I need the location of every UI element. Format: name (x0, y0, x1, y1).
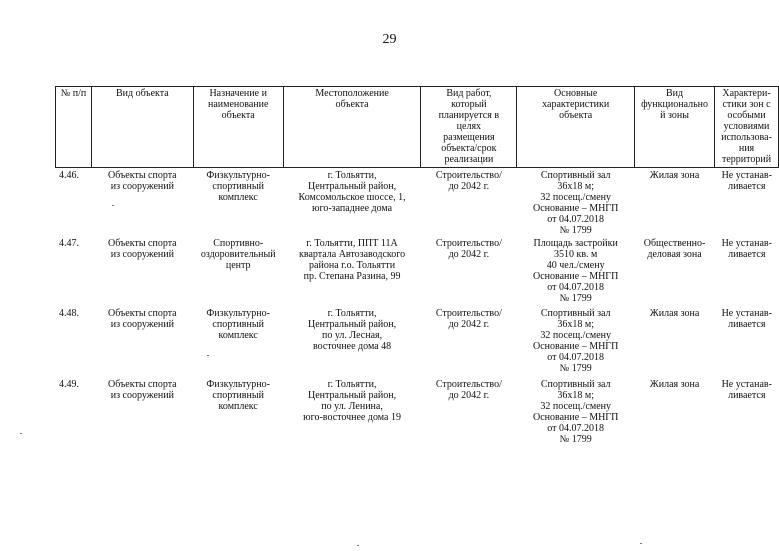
table-row (56, 306, 779, 377)
cell-text-line: Площадь застройки (533, 238, 618, 249)
cell-text-line: № 1799 (559, 293, 592, 304)
cell-text-line: г. Тольятти, (327, 308, 377, 319)
cell-text-line: из сооружений (110, 319, 174, 330)
cell-text-line: комплекс (218, 330, 258, 341)
cell-text-line: 40 чел./смену (546, 260, 605, 271)
cell-text-line: от 04.07.2018 (547, 214, 605, 225)
cell-zone (635, 236, 715, 306)
cell-works (421, 377, 517, 449)
cell-text-line: Жилая зона (649, 170, 700, 181)
cell-text-line: № 1799 (559, 363, 592, 374)
cell-text-line: спортивный (212, 181, 264, 192)
cell-text-line: Центральный район, (307, 390, 397, 401)
cell-text-line: Центральный район, (307, 319, 397, 330)
cell-text-line: наименование (207, 99, 269, 110)
cell-text-line: Основные (554, 88, 598, 99)
cell-text-line: по ул. Ленина, (321, 401, 383, 412)
cell-text-line: юго-восточнее дома 19 (303, 412, 401, 423)
cell-text-line: целях (456, 121, 482, 132)
cell-text-line: функционально (641, 99, 709, 110)
cell-works (421, 306, 517, 377)
cell-text-line: Жилая зона (649, 379, 700, 390)
cell-text-line: Жилая зона (649, 308, 700, 319)
cell-text-line: комплекс (218, 192, 258, 203)
cell-object-type (91, 236, 193, 306)
cell-text-line: квартала Автозаводского (299, 249, 406, 260)
cell-text-line: объекта (335, 99, 369, 110)
page-number: 29 (382, 32, 397, 47)
cell-characteristics (517, 306, 635, 377)
cell-text-line: деловая зона (647, 249, 702, 260)
cell-text-line: Физкультурно- (206, 170, 270, 181)
cell-text-line: Характери- (722, 88, 771, 99)
cell-text-line: до 2042 г. (448, 319, 490, 330)
cell-text-line: № 1799 (559, 225, 592, 236)
cell-text-line: ливается (728, 390, 766, 401)
cell-location (283, 377, 421, 449)
cell-works (421, 236, 517, 306)
cell-text-line: Строительство/ (435, 379, 502, 390)
cell-text-line: Не устанав- (721, 170, 772, 181)
cell-text-line: центр (225, 260, 251, 271)
cell-text-line: 32 посещ./смену (540, 401, 611, 412)
cell-text-line: ния (738, 143, 755, 154)
cell-text-line: от 04.07.2018 (547, 423, 605, 434)
header-restrictions (715, 87, 779, 168)
cell-text-line: объекта (221, 110, 255, 121)
cell-text-line: который (451, 99, 487, 110)
cell-text-line: Спортивно- (213, 238, 264, 249)
cell-object-type (91, 306, 193, 377)
cell-text-line: характеристики (542, 99, 610, 110)
cell-text-line: спортивный (212, 390, 264, 401)
scan-speck (640, 543, 642, 544)
cell-text-line: № 1799 (559, 434, 592, 445)
cell-number: 4.49. (56, 377, 92, 449)
cell-restrictions (715, 236, 779, 306)
cell-purpose (193, 168, 283, 237)
cell-text-line: условиями (723, 121, 770, 132)
cell-text-line: особыми (727, 110, 766, 121)
cell-text-line: Основание – МНГП (533, 412, 619, 423)
cell-text-line: 32 посещ./смену (540, 330, 611, 341)
cell-text-line: Объекты спорта (108, 379, 177, 390)
cell-text-line: от 04.07.2018 (547, 352, 605, 363)
cell-text-line: ливается (728, 319, 766, 330)
cell-text-line: из сооружений (110, 181, 174, 192)
objects-table (55, 86, 779, 449)
cell-text-line: Строительство/ (435, 308, 502, 319)
cell-text-line: до 2042 г. (448, 181, 490, 192)
cell-number: 4.47. (56, 236, 92, 306)
scan-speck (207, 355, 209, 356)
cell-text-line: оздоровительный (200, 249, 276, 260)
cell-text-line: Спортивный зал (540, 308, 611, 319)
cell-text-line: ливается (728, 249, 766, 260)
cell-text-line: территорий (721, 154, 772, 165)
cell-zone (635, 377, 715, 449)
cell-restrictions (715, 168, 779, 237)
cell-text-line: стики зон с (722, 99, 771, 110)
header-object-type (91, 87, 193, 168)
cell-text-line: до 2042 г. (448, 390, 490, 401)
cell-text-line: Спортивный зал (540, 379, 611, 390)
header-purpose (193, 87, 283, 168)
cell-text-line: 32 посещ./смену (540, 192, 611, 203)
cell-location (283, 168, 421, 237)
cell-number: 4.48. (56, 306, 92, 377)
cell-text-line: Спортивный зал (540, 170, 611, 181)
cell-text-line: г. Тольятти, ППТ 11А (306, 238, 398, 249)
cell-text-line: Назначение и (209, 88, 267, 99)
cell-location (283, 236, 421, 306)
cell-object-type (91, 168, 193, 237)
cell-text-line: Вид работ, (446, 88, 492, 99)
cell-text-line: восточнее дома 48 (312, 341, 392, 352)
header-zone (635, 87, 715, 168)
cell-text-line: Вид (665, 88, 684, 99)
cell-text-line: 3510 кв. м (553, 249, 598, 260)
cell-text-line: Основание – МНГП (533, 271, 619, 282)
table-row (56, 377, 779, 449)
cell-text-line: Вид объекта (115, 88, 169, 99)
cell-purpose (193, 236, 283, 306)
cell-text-line: ливается (728, 181, 766, 192)
cell-characteristics (517, 168, 635, 237)
cell-text-line: размещения (443, 132, 495, 143)
cell-characteristics (517, 236, 635, 306)
scan-speck (20, 433, 22, 434)
cell-text-line: юго-западнее дома (312, 203, 393, 214)
cell-characteristics (517, 377, 635, 449)
cell-location (283, 306, 421, 377)
table-header-row (56, 87, 779, 168)
cell-restrictions (715, 306, 779, 377)
cell-text-line: 36х18 м; (557, 181, 594, 192)
header-works (421, 87, 517, 168)
cell-purpose (193, 306, 283, 377)
cell-text-line: района г.о. Тольятти (309, 260, 396, 271)
cell-text-line: й зоны (660, 110, 689, 121)
cell-text-line: Объекты спорта (108, 170, 177, 181)
cell-text-line: реализации (444, 154, 494, 165)
table-row (56, 236, 779, 306)
cell-purpose (193, 377, 283, 449)
cell-restrictions (715, 377, 779, 449)
cell-text-line: Не устанав- (721, 379, 772, 390)
scan-speck (112, 205, 114, 206)
cell-zone (635, 306, 715, 377)
header-location (283, 87, 421, 168)
header-characteristics (517, 87, 635, 168)
cell-object-type (91, 377, 193, 449)
cell-text-line: Не устанав- (721, 308, 772, 319)
cell-text-line: планируется в (438, 110, 500, 121)
scan-speck (357, 545, 359, 546)
cell-text-line: Объекты спорта (108, 308, 177, 319)
cell-text-line: Строительство/ (435, 238, 502, 249)
cell-zone (635, 168, 715, 237)
cell-text-line: Основание – МНГП (533, 341, 619, 352)
cell-text-line: Объекты спорта (108, 238, 177, 249)
cell-text-line: Физкультурно- (206, 308, 270, 319)
cell-text-line: пр. Степана Разина, 99 (303, 271, 401, 282)
cell-text-line: Строительство/ (435, 170, 502, 181)
cell-text-line: 36х18 м; (557, 319, 594, 330)
cell-text-line: Физкультурно- (206, 379, 270, 390)
table-row (56, 168, 779, 237)
cell-text-line: г. Тольятти, (327, 379, 377, 390)
cell-text-line: объекта/срок (441, 143, 497, 154)
cell-text-line: объекта (559, 110, 593, 121)
cell-number: 4.46. (56, 168, 92, 237)
cell-text-line: Не устанав- (721, 238, 772, 249)
cell-text-line: № п/п (60, 88, 87, 99)
cell-text-line: Общественно- (643, 238, 706, 249)
cell-text-line: спортивный (212, 319, 264, 330)
cell-text-line: по ул. Лесная, (321, 330, 383, 341)
cell-text-line: г. Тольятти, (327, 170, 377, 181)
cell-text-line: Комсомольское шоссе, 1, (298, 192, 406, 203)
cell-text-line: из сооружений (110, 249, 174, 260)
cell-text-line: 36х18 м; (557, 390, 594, 401)
cell-text-line: Центральный район, (307, 181, 397, 192)
cell-works (421, 168, 517, 237)
cell-text-line: Основание – МНГП (533, 203, 619, 214)
cell-text-line: Местоположение (315, 88, 389, 99)
cell-text-line: комплекс (218, 401, 258, 412)
cell-text-line: использова- (721, 132, 772, 143)
header-number (56, 87, 92, 168)
cell-text-line: до 2042 г. (448, 249, 490, 260)
cell-text-line: от 04.07.2018 (547, 282, 605, 293)
cell-text-line: из сооружений (110, 390, 174, 401)
